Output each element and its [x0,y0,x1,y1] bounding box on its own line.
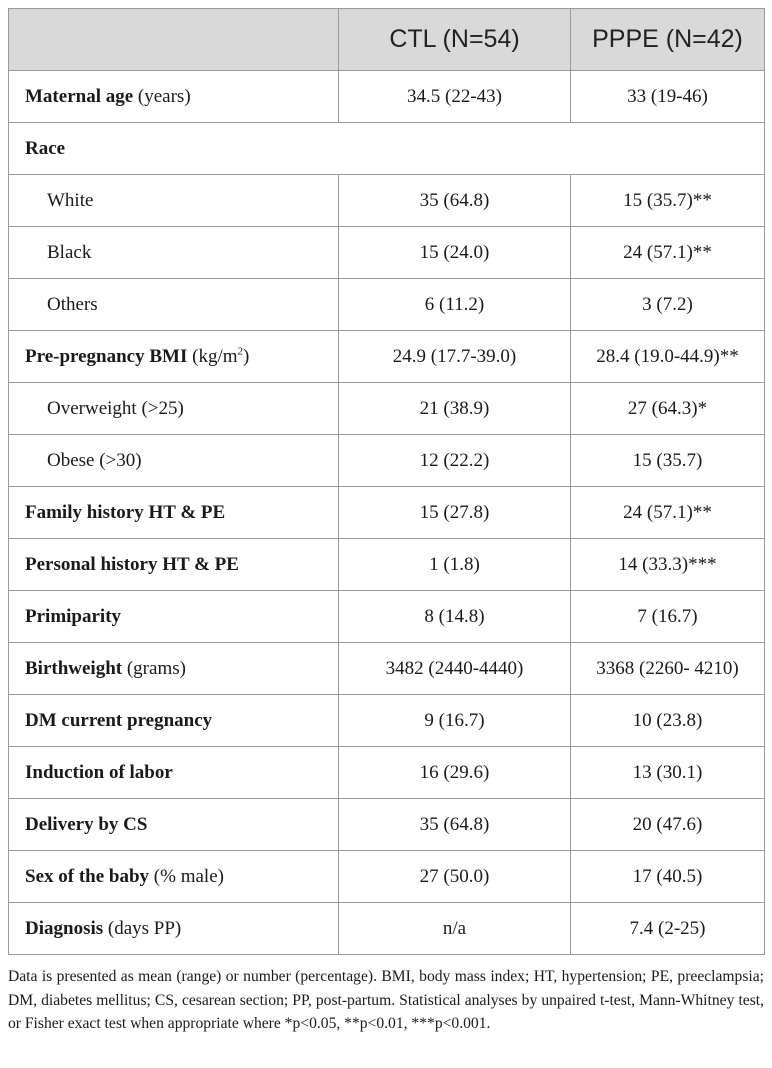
cell-ctl: 35 (64.8) [339,799,571,851]
row-label [9,851,339,903]
row-label [9,279,339,331]
row-label [9,331,339,383]
row-label-bold: Pre-pregnancy BMI [25,345,188,367]
row-label-unit: (years) [133,85,191,107]
table-row [9,279,765,331]
cell-pppe: 3368 (2260- 4210) [571,643,765,695]
row-label-superscript: 2 [237,345,244,358]
row-label-bold: Induction of labor [25,761,173,783]
header-blank [9,9,339,71]
header-pppe: PPPE (N=42) [571,9,765,71]
header-ctl: CTL (N=54) [339,9,571,71]
row-label-bold: Race [25,137,66,159]
table-row [9,695,765,747]
cell-ctl: 27 (50.0) [339,851,571,903]
characteristics-table [8,8,765,955]
cell-pppe: 7 (16.7) [571,591,765,643]
table-row [9,903,765,955]
row-label [9,383,339,435]
cell-ctl: 3482 (2440-4440) [339,643,571,695]
table-row [9,175,765,227]
row-label [9,591,339,643]
header-row [9,9,765,71]
cell-pppe: 28.4 (19.0-44.9)** [571,331,765,383]
row-sublabel: Black [47,241,92,263]
row-sublabel: Overweight (>25) [47,397,184,419]
row-label-unit-close: ) [243,345,250,367]
cell-ctl: 21 (38.9) [339,383,571,435]
table-row [9,383,765,435]
table-row [9,851,765,903]
cell-pppe: 7.4 (2-25) [571,903,765,955]
row-label [9,175,339,227]
cell-pppe: 15 (35.7)** [571,175,765,227]
cell-ctl: 35 (64.8) [339,175,571,227]
row-label-bold: Birthweight [25,657,123,679]
cell-pppe: 13 (30.1) [571,747,765,799]
row-label [9,435,339,487]
table-row [9,331,765,383]
row-label [9,71,339,123]
cell-ctl: 8 (14.8) [339,591,571,643]
cell-ctl: 15 (24.0) [339,227,571,279]
table-row [9,539,765,591]
row-label-bold: Family history HT & PE [25,501,226,523]
cell-pppe: 15 (35.7) [571,435,765,487]
table-row [9,487,765,539]
row-label-bold: Delivery by CS [25,813,148,835]
cell-ctl: 1 (1.8) [339,539,571,591]
table-row [9,643,765,695]
table-footnote: Data is presented as mean (range) or number (percentage). BMI, body mass index; HT, hypertension; PE, preeclampsia; DM, diabetes mellitus; CS, cesarean section; PP, post-partum. Statistical analyses by unpaired t-test, Mann-Whitney test, or Fisher exact test when appropriate where *p<0.05, **p<0.01, ***p<0.001. [8,968,764,1032]
row-label-unit: (kg/m [187,345,238,367]
cell-ctl: 16 (29.6) [339,747,571,799]
row-label [9,747,339,799]
row-label-bold: Sex of the baby [25,865,150,887]
row-label-bold: Maternal age [25,85,134,107]
cell-ctl: 15 (27.8) [339,487,571,539]
row-label-unit: (days PP) [103,917,182,939]
row-label [9,227,339,279]
cell-ctl: 12 (22.2) [339,435,571,487]
cell-ctl: 9 (16.7) [339,695,571,747]
row-label [9,903,339,955]
row-label-bold: Primiparity [25,605,122,627]
cell-pppe: 33 (19-46) [571,71,765,123]
row-label-bold: Personal history HT & PE [25,553,239,575]
table-row [9,435,765,487]
table-row [9,227,765,279]
row-sublabel: Others [47,293,98,315]
row-sublabel: Obese (>30) [47,449,142,471]
cell-pppe: 27 (64.3)* [571,383,765,435]
row-label-unit: (grams) [122,657,186,679]
cell-pppe: 20 (47.6) [571,799,765,851]
cell-ctl: 24.9 (17.7-39.0) [339,331,571,383]
row-label [9,123,765,175]
row-sublabel: White [47,189,94,211]
row-label-bold: DM current pregnancy [25,709,213,731]
cell-pppe: 17 (40.5) [571,851,765,903]
table-figure [8,8,764,1036]
row-label [9,539,339,591]
cell-pppe: 24 (57.1)** [571,227,765,279]
cell-pppe: 14 (33.3)*** [571,539,765,591]
row-label [9,799,339,851]
cell-ctl: 34.5 (22-43) [339,71,571,123]
cell-pppe: 10 (23.8) [571,695,765,747]
cell-pppe: 3 (7.2) [571,279,765,331]
row-label [9,487,339,539]
cell-pppe: 24 (57.1)** [571,487,765,539]
table-row [9,71,765,123]
row-label [9,695,339,747]
row-label-bold: Diagnosis [25,917,104,939]
table-row [9,123,765,175]
table-row [9,591,765,643]
cell-ctl: 6 (11.2) [339,279,571,331]
row-label-unit: (% male) [149,865,224,887]
row-label [9,643,339,695]
cell-ctl: n/a [339,903,571,955]
table-row [9,747,765,799]
table-row [9,799,765,851]
